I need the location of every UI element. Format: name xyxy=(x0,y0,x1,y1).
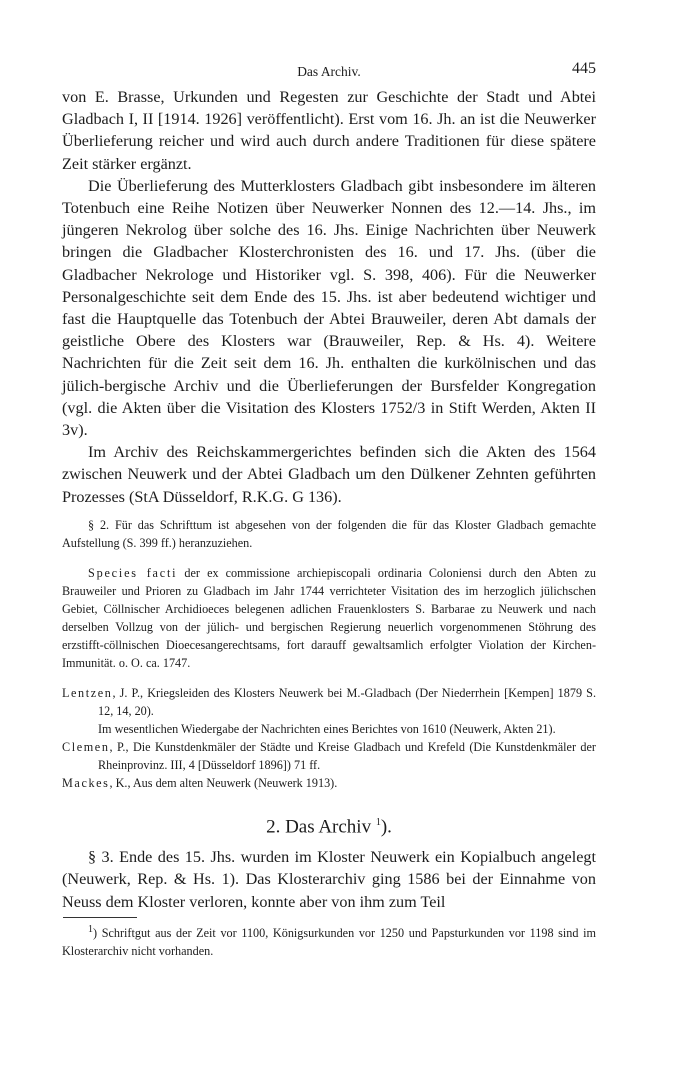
paragraph: von E. Brasse, Urkunden und Regesten zur Geschichte der Stadt und Abtei Gladbach I, II [1914. 1926] veröffentlicht). Erst vom 16. Jh. an ist die Neuwerker Überlieferung reicher und wird auch durch andere Traditionen für diese spätere Zeit stärker ergänzt. xyxy=(62,88,596,173)
bibliography-entry xyxy=(62,684,596,720)
body-text xyxy=(62,846,596,913)
bibliography-author: Lentzen xyxy=(62,685,113,700)
footnote-rule xyxy=(63,917,137,918)
running-title: Das Archiv. xyxy=(297,64,361,79)
bibliography-text: , P., Die Kunstdenkmäler der Städte und Kreise Gladbach und Krefeld (Die Kunstdenkmäler der Rheinprovinz. III, 4 [Düsseldorf 1896]) 71 ff. xyxy=(98,739,596,772)
bibliography-author: Clemen xyxy=(62,739,110,754)
body-text xyxy=(62,86,596,508)
paragraph: Im Archiv des Reichskammergerichtes befinden sich die Akten des 1564 zwischen Neuwerk und der Abtei Gladbach um den Dülkener Zehnten geführten Prozesses (StA Düsseldorf, R.K.G. G 136). xyxy=(62,443,596,506)
footnote-marker: 1 xyxy=(88,923,93,935)
bibliography-entry xyxy=(62,738,596,774)
section-heading xyxy=(62,810,596,840)
bibliography-text: , J. P., Kriegsleiden des Klosters Neuwerk bei M.-Gladbach (Der Niederrhein [Kempen] 1879 S. 12, 14, 20). xyxy=(98,685,596,718)
bibliography-entry xyxy=(62,774,596,792)
bibliography xyxy=(62,684,596,792)
bibliography-text: Im wesentlichen Wiedergabe der Nachrichten eines Berichtes von 1610 (Neuwerk, Akten 21). xyxy=(98,721,556,736)
bibliography-text: , K., Aus dem alten Neuwerk (Neuwerk 1913). xyxy=(109,775,338,790)
section-2-text: § 2. Für das Schrifttum ist abgesehen von der folgenden die für das Kloster Gladbach gemachte Aufstellung (S. 399 ff.) heranzuziehen. xyxy=(62,517,596,550)
footnote xyxy=(62,921,596,960)
quoted-source-rest: der ex commissione archiepiscopali ordinaria Coloniensi durch den Abten zu Brauweiler und Prioren zu Gladbach im Jahr 1744 verrichteter Visitation des im herzoglich jülichschen Gebiet, Cöllnischer Archidioeces belegenen adlichen Frauenklosters S. Barbarae zu Neuwerk und nach derselben Vollzug von der jülich- und bergischen Regierung neuerlich vorgenommenen Stöhrung des erzstifft-cöllnischen Dioecesangerechtsams, fort darauff gewaltsamlich erfolgter Violation der Kirchen-Immunität. o. O. ca. 1747. xyxy=(62,565,596,670)
bibliography-note xyxy=(62,720,596,738)
footnote-reference: 1 xyxy=(375,816,381,828)
page-number: 445 xyxy=(572,60,596,77)
page xyxy=(62,56,596,972)
quoted-source-lead: Species facti xyxy=(88,565,178,580)
footnote-text: ) Schriftgut aus der Zeit vor 1100, Königsurkunden vor 1250 und Papsturkunden vor 1198 sind im Klosterarchiv nicht vorhanden. xyxy=(62,925,596,958)
bibliography-author: Mackes xyxy=(62,775,110,790)
section-heading-tail: ). xyxy=(380,816,392,838)
paragraph: Die Überlieferung des Mutterklosters Gladbach gibt insbesondere im älteren Totenbuch eine Reihe Notizen über Neuwerker Nonnen des 12.—14. Jhs., im jüngeren Nekrolog über solche des 16. Jhs. Einige Nachrichten über Neuwerk bringen die Gladbacher Klosterchronisten des 16. und 17. Jhs. (über die Gladbacher Nekrologe und Historiker vgl. S. 398, 406). Für die Neuwerker Personalgeschichte seit dem Ende des 15. Jhs. ist aber bedeutend wichtiger und fast die Hauptquelle das Totenbuch der Abtei Brauweiler, deren Abt damals der geistliche Obere des Klosters war (Brauweiler, Rep. & Hs. 4). Weitere Nachrichten für die Zeit seit dem 16. Jh. enthalten die kurkölnischen und das jülich-bergische Archiv und die Überlieferungen der Bursfelder Kongregation (vgl. die Akten über die Visitation des Klosters 1752/3 in Stift Werden, Akten II 3v). xyxy=(62,176,596,440)
running-head xyxy=(62,56,596,86)
section-heading-text: 2. Das Archiv xyxy=(266,816,372,838)
quoted-source-title xyxy=(62,564,596,672)
paragraph: § 3. Ende des 15. Jhs. wurden im Kloster Neuwerk ein Kopialbuch angelegt (Neuwerk, Rep. & Hs. 1). Das Klosterarchiv ging 1586 bei der Einnahme von Neuss dem Kloster verloren, konnte aber von ihm zum Teil xyxy=(62,848,596,911)
